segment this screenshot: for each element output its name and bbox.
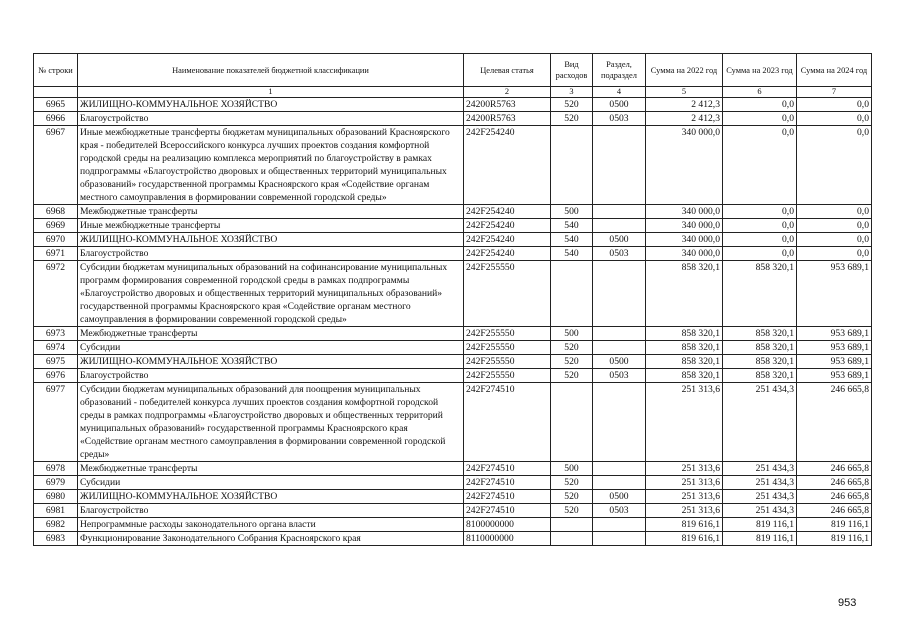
table-row (34, 341, 872, 355)
header-sum-2022: Сумма на 2022 год (646, 54, 723, 87)
target-article-cell: 8110000000 (464, 532, 551, 546)
sum-2024-cell: 246 665,8 (797, 504, 872, 518)
indicator-name-cell: Благоустройство (78, 247, 464, 261)
indicator-name-cell: Функционирование Законодательного Собрания Красноярского края (78, 532, 464, 546)
sum-2023-cell: 858 320,1 (723, 341, 797, 355)
table-row (34, 261, 872, 327)
sum-2023-cell: 0,0 (723, 205, 797, 219)
target-article-cell: 242F254240 (464, 126, 551, 205)
target-article-cell: 242F274510 (464, 504, 551, 518)
target-article-cell: 242F255550 (464, 369, 551, 383)
target-article-cell: 242F254240 (464, 205, 551, 219)
table-row (34, 327, 872, 341)
column-number: 7 (797, 87, 872, 98)
table-row (34, 532, 872, 546)
header-target-article: Целевая статья (464, 54, 551, 87)
target-article-cell: 24200R5763 (464, 112, 551, 126)
sum-2022-cell: 340 000,0 (646, 219, 723, 233)
sum-2024-cell: 246 665,8 (797, 383, 872, 462)
row-number-cell: 6973 (34, 327, 78, 341)
indicator-name-cell: Иные межбюджетные трансферты (78, 219, 464, 233)
section-cell (593, 261, 646, 327)
column-number: 1 (78, 87, 464, 98)
sum-2022-cell: 251 313,6 (646, 504, 723, 518)
sum-2023-cell: 858 320,1 (723, 261, 797, 327)
row-number-cell: 6966 (34, 112, 78, 126)
table-row (34, 219, 872, 233)
table-row (34, 476, 872, 490)
sum-2024-cell: 953 689,1 (797, 369, 872, 383)
row-number-cell: 6971 (34, 247, 78, 261)
expense-kind-cell (551, 261, 593, 327)
target-article-cell: 242F255550 (464, 261, 551, 327)
expense-kind-cell: 520 (551, 490, 593, 504)
sum-2023-cell: 0,0 (723, 98, 797, 112)
sum-2023-cell: 819 116,1 (723, 518, 797, 532)
expense-kind-cell: 540 (551, 247, 593, 261)
row-number-cell: 6983 (34, 532, 78, 546)
column-number-row (34, 87, 872, 98)
indicator-name-cell: Межбюджетные трансферты (78, 327, 464, 341)
column-number: 2 (464, 87, 551, 98)
sum-2022-cell: 340 000,0 (646, 247, 723, 261)
indicator-name-cell: Благоустройство (78, 112, 464, 126)
sum-2022-cell: 340 000,0 (646, 126, 723, 205)
sum-2022-cell: 858 320,1 (646, 327, 723, 341)
expense-kind-cell: 520 (551, 112, 593, 126)
sum-2024-cell: 0,0 (797, 233, 872, 247)
expense-kind-cell (551, 518, 593, 532)
target-article-cell: 242F255550 (464, 355, 551, 369)
sum-2024-cell: 0,0 (797, 205, 872, 219)
sum-2024-cell: 819 116,1 (797, 532, 872, 546)
section-cell: 0500 (593, 233, 646, 247)
column-number: 3 (551, 87, 593, 98)
expense-kind-cell: 500 (551, 462, 593, 476)
sum-2024-cell: 953 689,1 (797, 261, 872, 327)
target-article-cell: 242F274510 (464, 383, 551, 462)
row-number-cell: 6967 (34, 126, 78, 205)
sum-2023-cell: 251 434,3 (723, 504, 797, 518)
budget-table (33, 53, 872, 546)
expense-kind-cell: 520 (551, 355, 593, 369)
section-cell (593, 476, 646, 490)
table-row (34, 247, 872, 261)
indicator-name-cell: Межбюджетные трансферты (78, 462, 464, 476)
table-header-row (34, 54, 872, 87)
table-row (34, 355, 872, 369)
target-article-cell: 242F274510 (464, 462, 551, 476)
target-article-cell: 8100000000 (464, 518, 551, 532)
sum-2024-cell: 0,0 (797, 219, 872, 233)
sum-2022-cell: 858 320,1 (646, 369, 723, 383)
column-number: 6 (723, 87, 797, 98)
indicator-name-cell: ЖИЛИЩНО-КОММУНАЛЬНОЕ ХОЗЯЙСТВО (78, 98, 464, 112)
target-article-cell: 24200R5763 (464, 98, 551, 112)
target-article-cell: 242F255550 (464, 327, 551, 341)
section-cell (593, 205, 646, 219)
indicator-name-cell: Субсидии (78, 341, 464, 355)
sum-2024-cell: 246 665,8 (797, 476, 872, 490)
sum-2022-cell: 819 616,1 (646, 532, 723, 546)
sum-2023-cell: 858 320,1 (723, 327, 797, 341)
row-number-cell: 6970 (34, 233, 78, 247)
sum-2023-cell: 0,0 (723, 126, 797, 205)
table-row (34, 490, 872, 504)
sum-2023-cell: 251 434,3 (723, 383, 797, 462)
table-row (34, 518, 872, 532)
row-number-cell: 6972 (34, 261, 78, 327)
target-article-cell: 242F254240 (464, 247, 551, 261)
sum-2022-cell: 819 616,1 (646, 518, 723, 532)
table-row (34, 233, 872, 247)
table-row (34, 205, 872, 219)
expense-kind-cell (551, 383, 593, 462)
section-cell: 0503 (593, 369, 646, 383)
sum-2022-cell: 251 313,6 (646, 462, 723, 476)
expense-kind-cell: 520 (551, 369, 593, 383)
section-cell (593, 383, 646, 462)
sum-2023-cell: 251 434,3 (723, 476, 797, 490)
target-article-cell: 242F254240 (464, 219, 551, 233)
section-cell: 0500 (593, 355, 646, 369)
sum-2023-cell: 0,0 (723, 247, 797, 261)
row-number-cell: 6975 (34, 355, 78, 369)
section-cell (593, 126, 646, 205)
header-section: Раздел, подраздел (593, 54, 646, 87)
sum-2022-cell: 858 320,1 (646, 341, 723, 355)
section-cell (593, 518, 646, 532)
sum-2022-cell: 251 313,6 (646, 490, 723, 504)
row-number-cell: 6976 (34, 369, 78, 383)
header-row-number: № строки (34, 54, 78, 87)
sum-2024-cell: 0,0 (797, 126, 872, 205)
target-article-cell: 242F274510 (464, 476, 551, 490)
sum-2022-cell: 858 320,1 (646, 261, 723, 327)
table-row (34, 383, 872, 462)
row-number-cell: 6980 (34, 490, 78, 504)
sum-2022-cell: 858 320,1 (646, 355, 723, 369)
sum-2022-cell: 251 313,6 (646, 383, 723, 462)
expense-kind-cell: 520 (551, 98, 593, 112)
section-cell (593, 462, 646, 476)
indicator-name-cell: Межбюджетные трансферты (78, 205, 464, 219)
header-expense-kind: Вид расходов (551, 54, 593, 87)
indicator-name-cell: Благоустройство (78, 504, 464, 518)
indicator-name-cell: ЖИЛИЩНО-КОММУНАЛЬНОЕ ХОЗЯЙСТВО (78, 233, 464, 247)
section-cell: 0500 (593, 490, 646, 504)
expense-kind-cell: 500 (551, 327, 593, 341)
expense-kind-cell: 500 (551, 205, 593, 219)
sum-2023-cell: 819 116,1 (723, 532, 797, 546)
sum-2024-cell: 246 665,8 (797, 462, 872, 476)
expense-kind-cell (551, 126, 593, 205)
header-sum-2024: Сумма на 2024 год (797, 54, 872, 87)
table-row (34, 112, 872, 126)
section-cell: 0503 (593, 504, 646, 518)
sum-2024-cell: 953 689,1 (797, 341, 872, 355)
row-number-cell: 6968 (34, 205, 78, 219)
sum-2023-cell: 0,0 (723, 219, 797, 233)
table-row (34, 126, 872, 205)
table-row (34, 462, 872, 476)
indicator-name-cell: Субсидии (78, 476, 464, 490)
row-number-cell: 6974 (34, 341, 78, 355)
sum-2024-cell: 0,0 (797, 112, 872, 126)
sum-2022-cell: 2 412,3 (646, 98, 723, 112)
expense-kind-cell (551, 532, 593, 546)
column-number (34, 87, 78, 98)
sum-2023-cell: 0,0 (723, 233, 797, 247)
sum-2023-cell: 858 320,1 (723, 369, 797, 383)
row-number-cell: 6981 (34, 504, 78, 518)
table-row (34, 504, 872, 518)
row-number-cell: 6979 (34, 476, 78, 490)
indicator-name-cell: Благоустройство (78, 369, 464, 383)
indicator-name-cell: Субсидии бюджетам муниципальных образований на софинансирование муниципальных программ формирования современной городской среды в рамках подпрограммы «Благоустройство дворовых и общественных территорий муниципальных образований» государственной программы Красноярского края «Содействие органам местного самоуправления в формировании современной городской среды» (78, 261, 464, 327)
target-article-cell: 242F255550 (464, 341, 551, 355)
sum-2022-cell: 340 000,0 (646, 233, 723, 247)
column-number: 4 (593, 87, 646, 98)
expense-kind-cell: 520 (551, 476, 593, 490)
indicator-name-cell: Непрограммные расходы законодательного органа власти (78, 518, 464, 532)
section-cell (593, 219, 646, 233)
page-number: 953 (838, 597, 857, 609)
row-number-cell: 6982 (34, 518, 78, 532)
section-cell: 0500 (593, 98, 646, 112)
header-sum-2023: Сумма на 2023 год (723, 54, 797, 87)
table-row (34, 98, 872, 112)
expense-kind-cell: 540 (551, 233, 593, 247)
expense-kind-cell: 520 (551, 341, 593, 355)
target-article-cell: 242F254240 (464, 233, 551, 247)
sum-2022-cell: 251 313,6 (646, 476, 723, 490)
sum-2022-cell: 2 412,3 (646, 112, 723, 126)
column-number: 5 (646, 87, 723, 98)
section-cell (593, 532, 646, 546)
sum-2023-cell: 251 434,3 (723, 462, 797, 476)
row-number-cell: 6965 (34, 98, 78, 112)
section-cell: 0503 (593, 247, 646, 261)
section-cell (593, 327, 646, 341)
sum-2024-cell: 0,0 (797, 247, 872, 261)
row-number-cell: 6977 (34, 383, 78, 462)
expense-kind-cell: 520 (551, 504, 593, 518)
indicator-name-cell: ЖИЛИЩНО-КОММУНАЛЬНОЕ ХОЗЯЙСТВО (78, 490, 464, 504)
table-body (34, 98, 872, 546)
target-article-cell: 242F274510 (464, 490, 551, 504)
table-row (34, 369, 872, 383)
sum-2023-cell: 858 320,1 (723, 355, 797, 369)
section-cell (593, 341, 646, 355)
row-number-cell: 6978 (34, 462, 78, 476)
header-indicator-name: Наименование показателей бюджетной классификации (78, 54, 464, 87)
indicator-name-cell: ЖИЛИЩНО-КОММУНАЛЬНОЕ ХОЗЯЙСТВО (78, 355, 464, 369)
sum-2023-cell: 0,0 (723, 112, 797, 126)
indicator-name-cell: Иные межбюджетные трансферты бюджетам муниципальных образований Красноярского края - победителей Всероссийского конкурса лучших проектов создания комфортной городской среды на реализацию комплекса мероприятий по благоустройству в рамках подпрограммы «Благоустройство дворовых и общественных территорий муниципальных образований» государственной программы Красноярского края «Содействие органам местного самоуправления в формировании современной городской среды» (78, 126, 464, 205)
sum-2022-cell: 340 000,0 (646, 205, 723, 219)
sum-2024-cell: 953 689,1 (797, 355, 872, 369)
sum-2023-cell: 251 434,3 (723, 490, 797, 504)
indicator-name-cell: Субсидии бюджетам муниципальных образований для поощрения муниципальных образований - победителей конкурса лучших проектов создания комфортной городской среды в рамках подпрограммы «Благоустройство дворовых и общественных территорий муниципальных образований» государственной программы Красноярского края «Содействие органам местного самоуправления в формировании современной городской среды» (78, 383, 464, 462)
sum-2024-cell: 0,0 (797, 98, 872, 112)
expense-kind-cell: 540 (551, 219, 593, 233)
sum-2024-cell: 246 665,8 (797, 490, 872, 504)
section-cell: 0503 (593, 112, 646, 126)
sum-2024-cell: 953 689,1 (797, 327, 872, 341)
row-number-cell: 6969 (34, 219, 78, 233)
sum-2024-cell: 819 116,1 (797, 518, 872, 532)
